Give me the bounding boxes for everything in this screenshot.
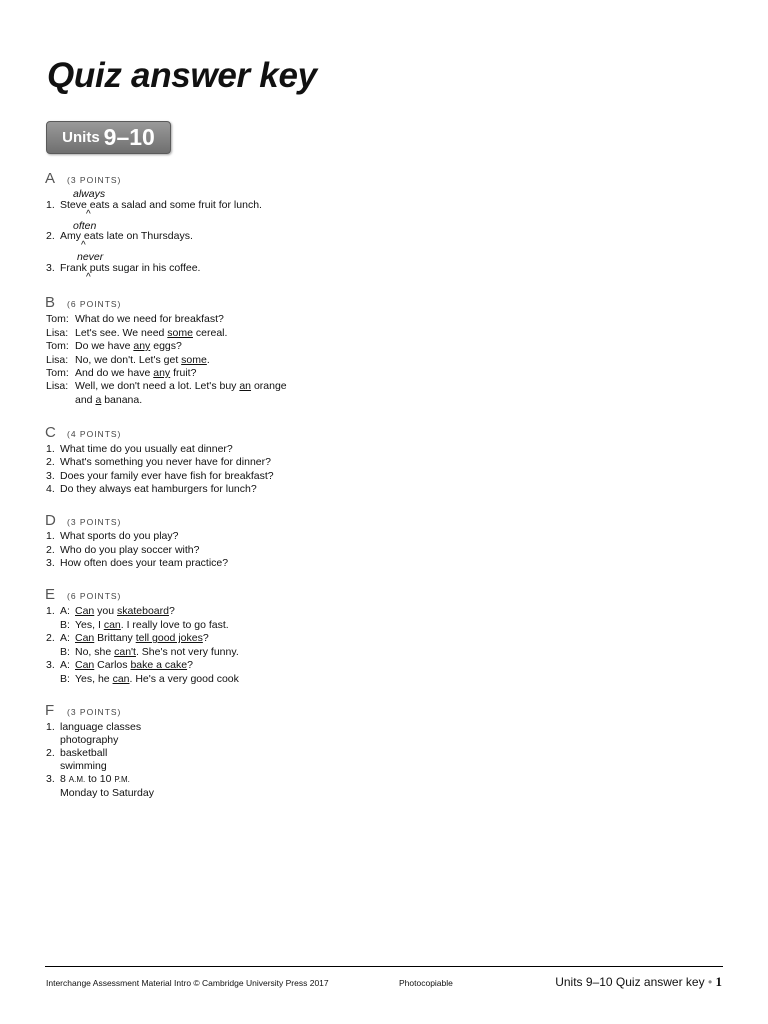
dialog-line: Lisa: No, we don't. Let's get some. xyxy=(46,354,210,366)
section-b-points: (6 POINTS) xyxy=(67,299,122,309)
section-a-letter: A xyxy=(45,170,56,187)
section-d-letter: D xyxy=(45,512,56,529)
footer-copyright: Interchange Assessment Material Intro © Cambridge University Press 2017 xyxy=(46,978,329,988)
list-item: 1. What sports do you play? xyxy=(46,530,179,542)
list-item: 3. 8 A.M. to 10 P.M. xyxy=(46,773,130,785)
footer-title: Units 9–10 Quiz answer key xyxy=(555,975,705,989)
insert-word-3: never xyxy=(77,251,104,263)
list-item: 1. What time do you usually eat dinner? xyxy=(46,443,233,455)
dialog-line: Tom: And do we have any fruit? xyxy=(46,367,197,379)
insert-caret-1: ^ xyxy=(86,209,91,220)
page-title: Quiz answer key xyxy=(47,56,317,95)
list-item: Monday to Saturday xyxy=(60,787,154,799)
dialog-line: and a banana. xyxy=(75,394,143,406)
section-a-header xyxy=(45,170,121,187)
section-d-header xyxy=(45,512,121,529)
section-c-letter: C xyxy=(45,424,56,441)
list-item: B: Yes, he can. He's a very good cook xyxy=(60,673,239,685)
footer-bullet: • xyxy=(707,975,713,989)
units-number: 9–10 xyxy=(103,124,155,150)
footer-photocopiable: Photocopiable xyxy=(399,978,453,988)
section-f-letter: F xyxy=(45,702,55,719)
insert-word-1: always xyxy=(73,188,106,200)
section-a-line-1: 1. Steve eats a salad and some fruit for lunch. xyxy=(46,199,262,211)
section-f-header xyxy=(45,702,121,719)
section-c-header xyxy=(45,424,121,441)
units-badge xyxy=(46,121,171,154)
footer-page-label xyxy=(555,974,722,990)
insert-caret-2: ^ xyxy=(81,240,86,251)
footer-rule xyxy=(45,966,723,967)
list-item: 4. Do they always eat hamburgers for lunch? xyxy=(46,483,257,495)
list-item: swimming xyxy=(60,760,107,772)
units-word: Units xyxy=(62,129,100,146)
section-b-letter: B xyxy=(45,294,56,311)
section-a-line-3: 3. Frank puts sugar in his coffee. xyxy=(46,262,201,274)
page-number: 1 xyxy=(715,974,722,989)
section-e-points: (6 POINTS) xyxy=(67,591,122,601)
section-e-letter: E xyxy=(45,586,56,603)
list-item: 3. How often does your team practice? xyxy=(46,557,229,569)
list-item: photography xyxy=(60,734,119,746)
section-a-points: (3 POINTS) xyxy=(67,175,122,185)
dialog-line: Lisa: Well, we don't need a lot. Let's buy an orange xyxy=(46,380,287,392)
section-b-header xyxy=(45,294,121,311)
list-item: B: No, she can't. She's not very funny. xyxy=(60,646,239,658)
list-item: 1. language classes xyxy=(46,721,142,733)
list-item: 2. basketball xyxy=(46,747,108,759)
section-e-header xyxy=(45,586,121,603)
dialog-line: Tom: Do we have any eggs? xyxy=(46,340,182,352)
insert-word-2: often xyxy=(73,220,97,232)
section-a-line-2: 2. Amy eats late on Thursdays. xyxy=(46,230,193,242)
section-c-points: (4 POINTS) xyxy=(67,429,122,439)
list-item: 1. A: Can you skateboard? xyxy=(46,605,175,617)
list-item: 3. Does your family ever have fish for breakfast? xyxy=(46,470,274,482)
list-item: 2. What's something you never have for dinner? xyxy=(46,456,271,468)
insert-caret-3: ^ xyxy=(86,272,91,283)
dialog-line: Lisa: Let's see. We need some cereal. xyxy=(46,327,228,339)
list-item: 3. A: Can Carlos bake a cake? xyxy=(46,659,193,671)
list-item: B: Yes, I can. I really love to go fast. xyxy=(60,619,229,631)
list-item: 2. A: Can Brittany tell good jokes? xyxy=(46,632,209,644)
dialog-line: Tom: What do we need for breakfast? xyxy=(46,313,224,325)
list-item: 2. Who do you play soccer with? xyxy=(46,544,200,556)
section-f-points: (3 POINTS) xyxy=(67,707,122,717)
section-d-points: (3 POINTS) xyxy=(67,517,122,527)
